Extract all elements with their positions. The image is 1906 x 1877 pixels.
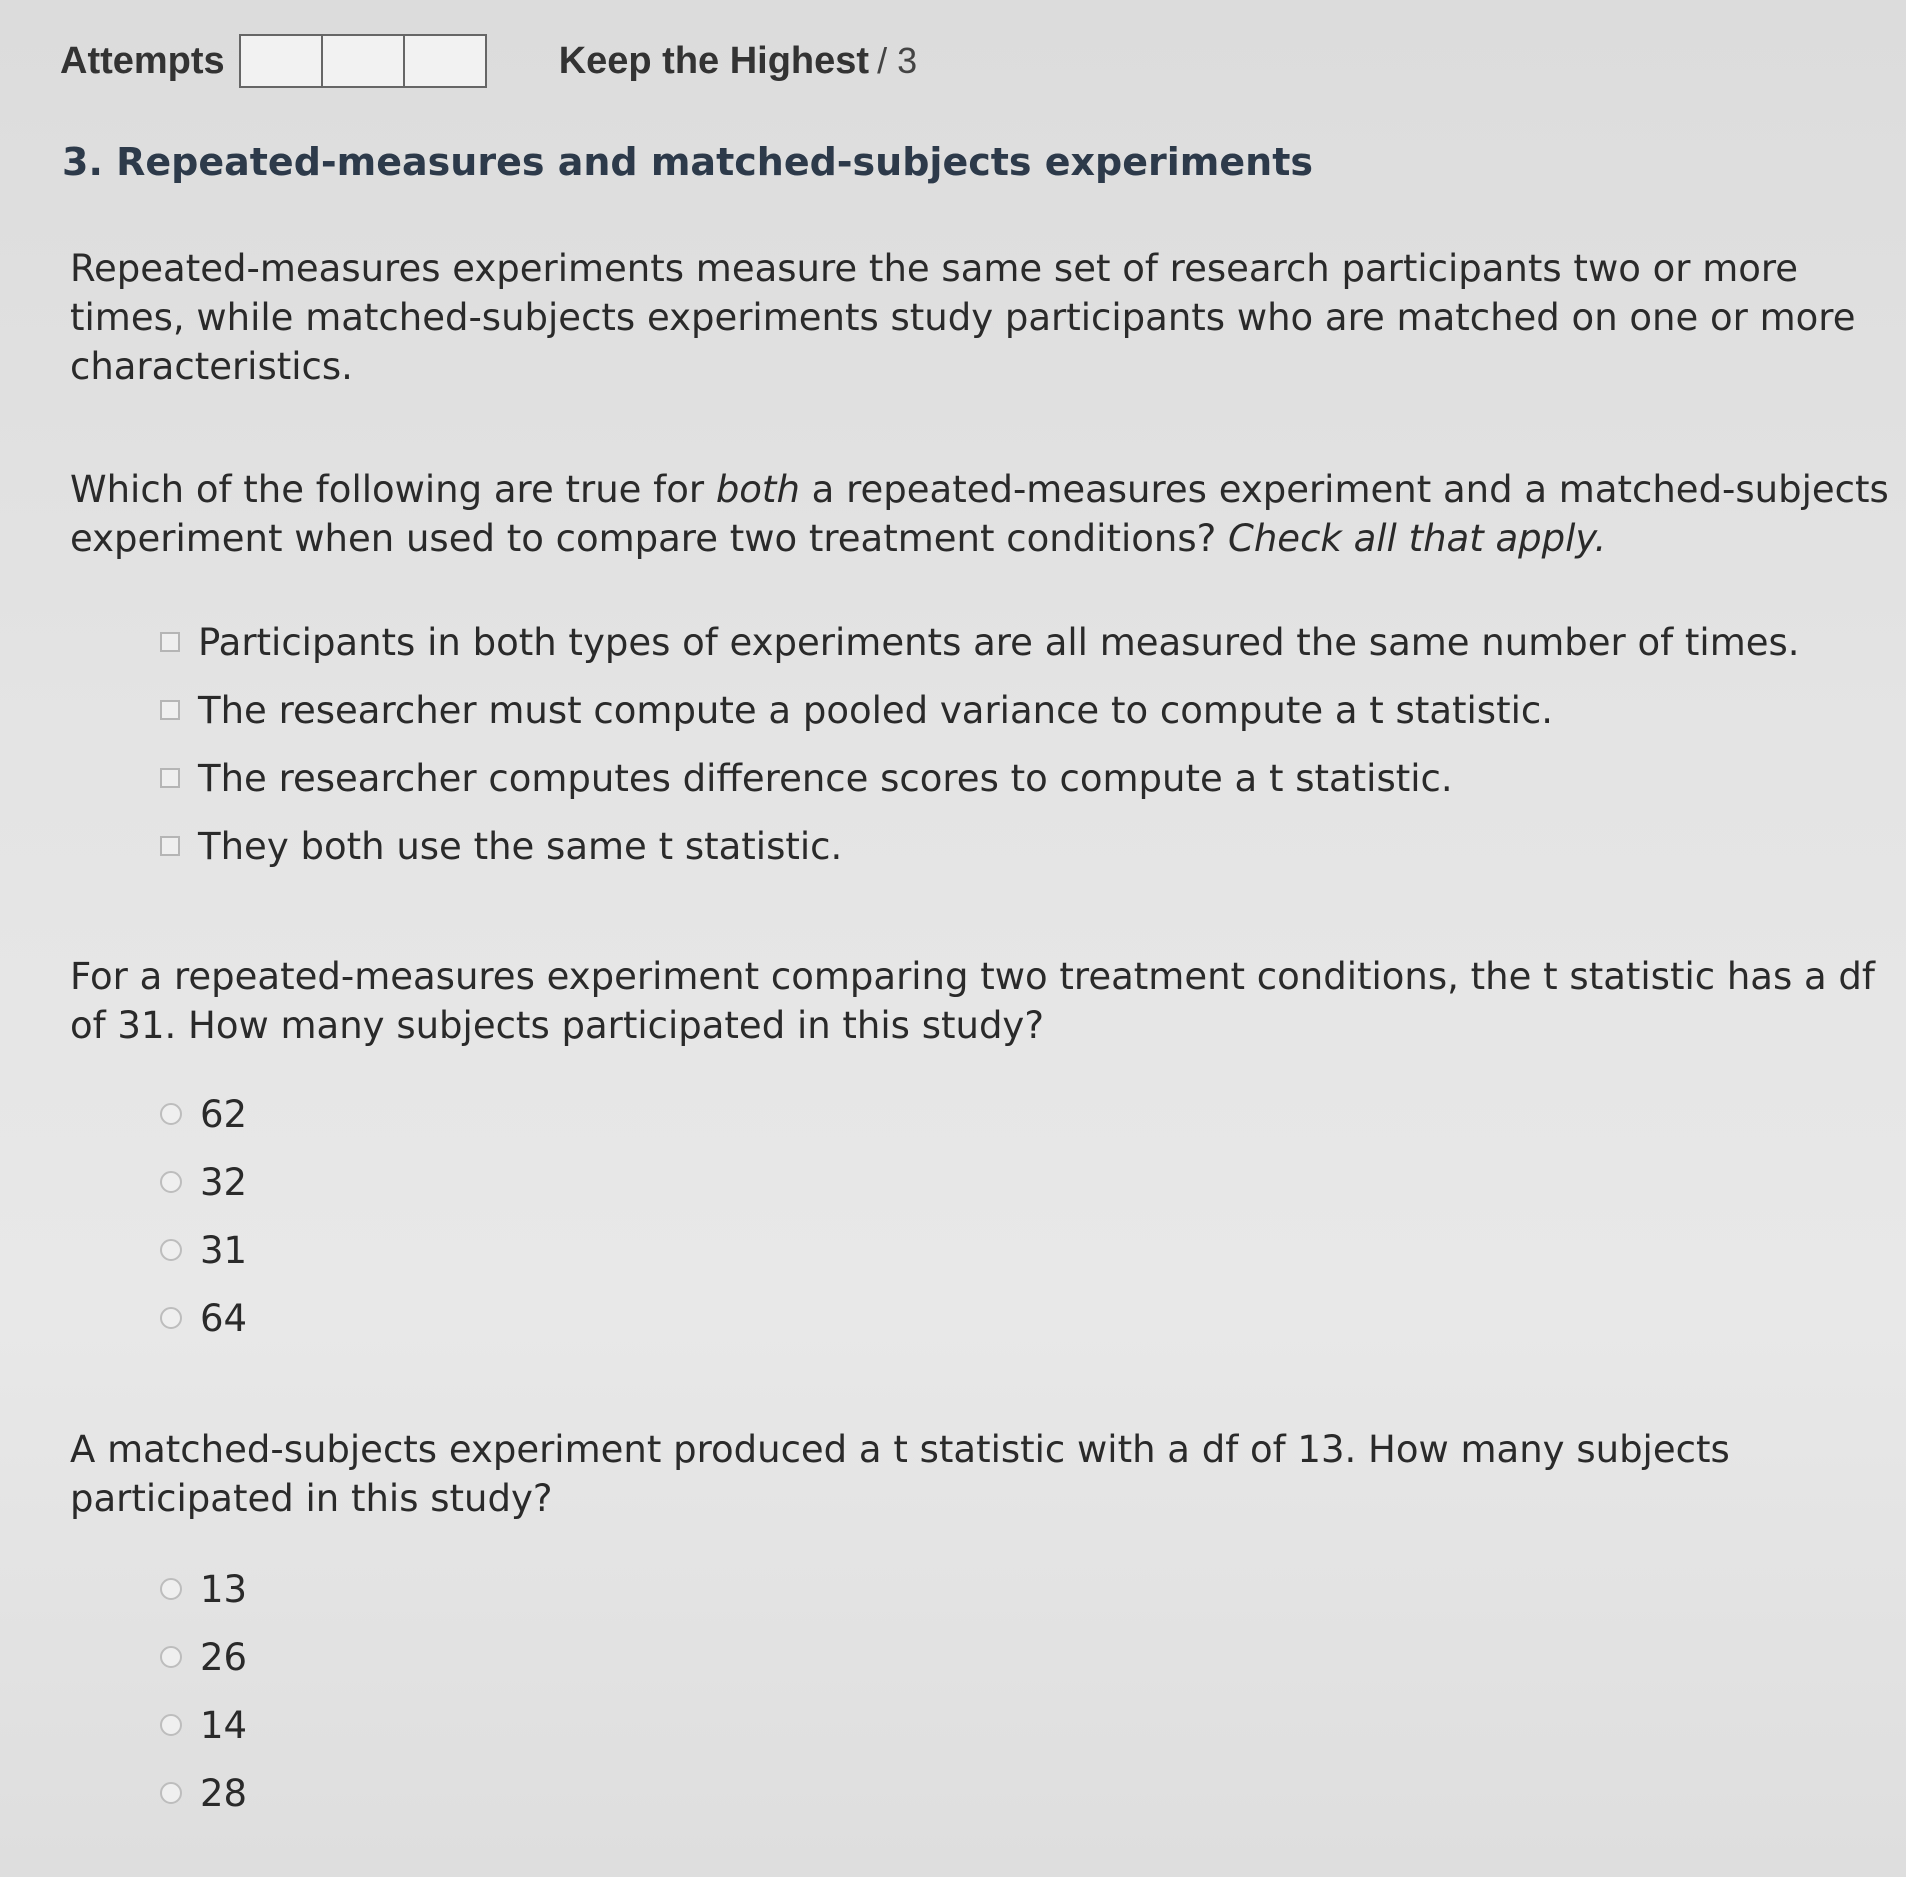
- checkbox-option[interactable]: [160, 744, 1800, 812]
- radio-option[interactable]: [160, 1284, 247, 1352]
- radio-option[interactable]: [160, 1759, 247, 1827]
- checkbox[interactable]: [160, 700, 180, 720]
- part1-prompt: [70, 465, 1900, 563]
- question-title: 3. Repeated-measures and matched-subjects experiments: [62, 140, 1313, 184]
- part2-options: [160, 1080, 247, 1352]
- radio-option[interactable]: [160, 1080, 247, 1148]
- option-label: The researcher must compute a pooled variance to compute a t statistic.: [198, 688, 1553, 732]
- option-label: 14: [200, 1703, 248, 1747]
- radio-button[interactable]: [160, 1103, 182, 1125]
- radio-button[interactable]: [160, 1307, 182, 1329]
- attempt-box: [405, 36, 485, 86]
- score-total: / 3: [877, 40, 918, 81]
- radio-option[interactable]: [160, 1148, 247, 1216]
- option-label: 62: [200, 1092, 248, 1136]
- radio-option[interactable]: [160, 1623, 247, 1691]
- option-label: Participants in both types of experiments are all measured the same number of times.: [198, 620, 1800, 664]
- option-label: 28: [200, 1771, 248, 1815]
- part3-options: [160, 1555, 247, 1827]
- part1-prompt-emphasis: both: [715, 468, 800, 511]
- keep-highest-label: Keep the Highest: [558, 39, 870, 82]
- radio-button[interactable]: [160, 1646, 182, 1668]
- radio-button[interactable]: [160, 1578, 182, 1600]
- part1-prompt-middle: a repeated-measures experiment and a matched-subjects experiment when used to compare two treatment conditions?: [70, 468, 1889, 560]
- option-label: 13: [200, 1567, 248, 1611]
- part2-prompt: For a repeated-measures experiment comparing two treatment conditions, the t statistic has a df of 31. How many subjects participated in this study?: [70, 955, 1875, 1047]
- option-label: They both use the same t statistic.: [198, 824, 843, 868]
- checkbox[interactable]: [160, 768, 180, 788]
- radio-button[interactable]: [160, 1171, 182, 1193]
- option-label: 31: [200, 1228, 248, 1272]
- checkbox-option[interactable]: [160, 676, 1800, 744]
- checkbox[interactable]: [160, 836, 180, 856]
- option-label: The researcher computes difference scores to compute a t statistic.: [198, 756, 1453, 800]
- checkbox-option[interactable]: [160, 608, 1800, 676]
- checkbox[interactable]: [160, 632, 180, 652]
- radio-option[interactable]: [160, 1216, 247, 1284]
- part1-prompt-start: Which of the following are true for: [70, 468, 716, 511]
- attempt-box: [241, 36, 323, 86]
- part1-options: [160, 608, 1800, 880]
- attempt-boxes: [239, 34, 487, 88]
- option-label: 26: [200, 1635, 248, 1679]
- option-label: 64: [200, 1296, 248, 1340]
- question-intro: Repeated-measures experiments measure the same set of research participants two or more times, while matched-subjects experiments study participants who are matched on one or more characteristics.: [70, 247, 1856, 388]
- checkbox-option[interactable]: [160, 812, 1800, 880]
- radio-button[interactable]: [160, 1239, 182, 1261]
- radio-button[interactable]: [160, 1714, 182, 1736]
- radio-option[interactable]: [160, 1691, 247, 1759]
- radio-option[interactable]: [160, 1555, 247, 1623]
- attempts-label: Attempts: [60, 39, 225, 82]
- part1-instruction: Check all that apply.: [1228, 517, 1607, 560]
- attempt-box: [323, 36, 405, 86]
- option-label: 32: [200, 1160, 248, 1204]
- part3-prompt: A matched-subjects experiment produced a t statistic with a df of 13. How many subjects participated in this study?: [70, 1428, 1730, 1520]
- attempts-header: [60, 34, 917, 88]
- radio-button[interactable]: [160, 1782, 182, 1804]
